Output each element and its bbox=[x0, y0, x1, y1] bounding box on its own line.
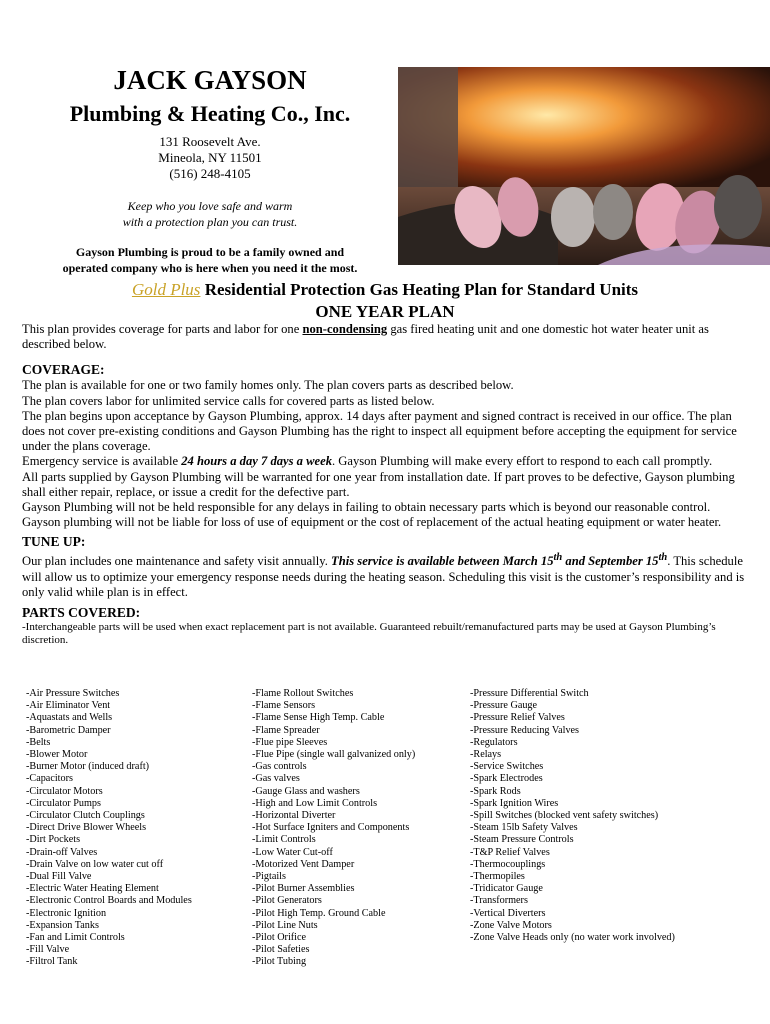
tuneup-text-a: Our plan includes one maintenance and safety visit annually. bbox=[22, 554, 332, 569]
parts-list-item: -Pilot Line Nuts bbox=[252, 919, 318, 931]
tuneup-text-c: . This schedule will allow us to optimize your emergency response needs during the heating season. Scheduling this visit is the customer’s responsibility and is only valid while plan is in effect. bbox=[22, 554, 745, 600]
parts-list-item: -Motorized Vent Damper bbox=[252, 858, 355, 870]
coverage-p2: The plan covers labor for unlimited service calls for covered parts as listed below. bbox=[22, 393, 435, 408]
parts-list-item: -Flame Spreader bbox=[252, 724, 320, 736]
gold-plus-label: Gold Plus bbox=[131, 280, 201, 299]
company-name: JACK GAYSON bbox=[113, 65, 307, 95]
phone-number: (516) 248-4105 bbox=[169, 166, 251, 181]
parts-list-item: -Pilot Safeties bbox=[252, 944, 310, 956]
coverage-p7: Gayson plumbing will not be liable for loss of use of equipment or the cost of replacement of the actual heating equipment or water heater. bbox=[22, 515, 722, 530]
family-line1: Gayson Plumbing is proud to be a family owned and bbox=[75, 245, 345, 259]
parts-list-item: -Gas valves bbox=[252, 773, 300, 785]
coverage-emergency-hours: 24 hours a day 7 days a week bbox=[181, 454, 332, 469]
tuneup-paragraph bbox=[22, 550, 750, 600]
parts-list-item: -Fill Valve bbox=[26, 944, 70, 956]
parts-list-item: -Spark Ignition Wires bbox=[470, 797, 559, 809]
parts-list-item: -Gauge Glass and washers bbox=[252, 785, 360, 797]
parts-list-item: -Dual Fill Valve bbox=[26, 871, 92, 883]
plan-title bbox=[0, 279, 770, 323]
fireplace-socks-image bbox=[398, 67, 770, 265]
parts-list-item: -Hot Surface Igniters and Components bbox=[252, 822, 410, 834]
coverage-p4c: . Gayson Plumbing will make every effort to respond to each call promptly. bbox=[332, 454, 713, 469]
company-subtitle: Plumbing & Heating Co., Inc. bbox=[69, 101, 351, 126]
parts-list-item: -Pigtails bbox=[252, 871, 286, 883]
plan-body bbox=[22, 322, 750, 647]
parts-list-item: -Burner Motor (induced draft) bbox=[26, 761, 150, 773]
parts-list-item: -Vertical Diverters bbox=[470, 907, 546, 919]
parts-list-item: -Pilot Generators bbox=[252, 895, 322, 907]
parts-list-item: -Flame Sensors bbox=[252, 700, 316, 712]
parts-list-item: -Dirt Pockets bbox=[26, 834, 81, 846]
intro-paragraph bbox=[22, 322, 750, 352]
parts-list-item: -Flue Pipe (single wall galvanized only) bbox=[252, 749, 416, 761]
parts-list-item: -Circulator Clutch Couplings bbox=[26, 810, 145, 822]
parts-column-2 bbox=[252, 688, 415, 969]
parts-list-item: -Electric Water Heating Element bbox=[26, 883, 159, 895]
parts-list-item: -Circulator Motors bbox=[26, 785, 103, 797]
parts-list-item: -Transformers bbox=[470, 895, 528, 907]
family-line2: operated company who is here when you need it the most. bbox=[62, 261, 358, 275]
tagline-line1: Keep who you love safe and warm bbox=[127, 199, 293, 213]
coverage-p3: The plan begins upon acceptance by Gayson Plumbing, approx. 14 days after payment and signed contract is received in our office. The plan does not cover pre-existing conditions and Gayson Plumbing has the right to inspect all equipment before accepting the equipment for service under the plans coverage. bbox=[22, 408, 737, 454]
coverage-p4 bbox=[22, 454, 750, 469]
parts-list-item: -Steam 15lb Safety Valves bbox=[470, 822, 578, 834]
parts-list-item: -Zone Valve Heads only (no water work involved) bbox=[470, 932, 675, 944]
parts-column-3 bbox=[470, 688, 675, 944]
parts-list-item: -Thermocouplings bbox=[470, 858, 546, 870]
parts-list-item: -Pilot Burner Assemblies bbox=[252, 883, 355, 895]
parts-list-item: -Electronic Control Boards and Modules bbox=[26, 895, 192, 907]
parts-list-item: -Air Eliminator Vent bbox=[26, 700, 111, 712]
plan-title-text: Residential Protection Gas Heating Plan for Standard Units bbox=[200, 280, 639, 299]
tagline bbox=[20, 198, 400, 230]
parts-list-item: -Spark Electrodes bbox=[470, 773, 543, 785]
address-street: 131 Roosevelt Ave. bbox=[159, 134, 261, 149]
parts-list-item: -Pilot High Temp. Ground Cable bbox=[252, 907, 386, 919]
parts-list-item: -Service Switches bbox=[470, 761, 544, 773]
address-city: Mineola, NY 11501 bbox=[158, 150, 262, 165]
parts-list-item: -Pilot Tubing bbox=[252, 956, 307, 968]
parts-list-item: -Flue pipe Sleeves bbox=[252, 736, 328, 748]
company-header bbox=[20, 64, 400, 276]
parts-list-item: -Filtrol Tank bbox=[26, 956, 78, 968]
parts-list-item: -Drain-off Valves bbox=[26, 846, 98, 858]
parts-list-item: -Zone Valve Motors bbox=[470, 919, 552, 931]
tagline-line2: with a protection plan you can trust. bbox=[122, 215, 298, 229]
parts-list-item: -Drain Valve on low water cut off bbox=[26, 858, 164, 870]
parts-list-item: -Direct Drive Blower Wheels bbox=[26, 822, 147, 834]
parts-list-item: -Expansion Tanks bbox=[26, 919, 99, 931]
address-block bbox=[20, 134, 400, 182]
parts-list-item: -Aquastats and Wells bbox=[26, 712, 113, 724]
tuneup-sup1: th bbox=[553, 552, 563, 564]
parts-list-item: -Belts bbox=[26, 736, 51, 748]
intro-non-condensing: non-condensing bbox=[302, 322, 388, 336]
parts-list-item: -High and Low Limit Controls bbox=[252, 797, 378, 809]
parts-list-item: -Regulators bbox=[470, 736, 518, 748]
tuneup-sup2: th bbox=[658, 552, 668, 564]
parts-list-item: -Pressure Differential Switch bbox=[470, 688, 589, 699]
parts-list-item: -Limit Controls bbox=[252, 834, 316, 846]
intro-text-a: This plan provides coverage for parts and labor for one bbox=[22, 322, 303, 336]
parts-list-item: -Low Water Cut-off bbox=[252, 846, 333, 858]
parts-list-item: -Flame Rollout Switches bbox=[252, 688, 354, 699]
parts-list-item: -Steam Pressure Controls bbox=[470, 834, 574, 846]
parts-list-item: -Circulator Pumps bbox=[26, 797, 101, 809]
parts-list-item: -Air Pressure Switches bbox=[26, 688, 120, 699]
parts-list-item: -Pressure Relief Valves bbox=[470, 712, 565, 724]
tuneup-september: and September 15 bbox=[562, 554, 659, 569]
coverage-p4a: Emergency service is available bbox=[22, 454, 182, 469]
plan-title-line1 bbox=[0, 279, 770, 301]
parts-list-item: -Pressure Gauge bbox=[470, 700, 538, 712]
fireplace-photo bbox=[398, 67, 770, 265]
tuneup-heading: TUNE UP: bbox=[22, 534, 86, 550]
parts-list-item: -Gas controls bbox=[252, 761, 307, 773]
parts-list-item: -Spill Switches (blocked vent safety switches) bbox=[470, 810, 659, 822]
parts-column-1 bbox=[26, 688, 192, 969]
plan-duration: ONE YEAR PLAN bbox=[315, 302, 455, 321]
parts-list-item: -Pressure Reducing Valves bbox=[470, 724, 580, 736]
coverage-p1: The plan is available for one or two family homes only. The plan covers parts as described below. bbox=[22, 378, 514, 393]
parts-list-item: -Blower Motor bbox=[26, 749, 88, 761]
family-statement bbox=[20, 244, 400, 276]
coverage-p6: Gayson Plumbing will not be held responsible for any delays in failing to obtain necessary parts which is beyond our reasonable control. bbox=[22, 500, 711, 515]
parts-list-item: -Pilot Orifice bbox=[252, 932, 307, 944]
parts-list-item: -Capacitors bbox=[26, 773, 73, 785]
parts-list-item: -Barometric Damper bbox=[26, 724, 111, 736]
parts-list-item: -Tridicator Gauge bbox=[470, 883, 543, 895]
parts-heading: PARTS COVERED: bbox=[22, 605, 141, 621]
coverage-heading: COVERAGE: bbox=[22, 362, 105, 378]
parts-list-item: -T&P Relief Valves bbox=[470, 846, 550, 858]
parts-list-item: -Flame Sense High Temp. Cable bbox=[252, 712, 385, 724]
parts-list-item: -Fan and Limit Controls bbox=[26, 932, 125, 944]
parts-list-item: -Thermopiles bbox=[470, 871, 525, 883]
parts-note: -Interchangeable parts will be used when exact replacement part is not available. Guaranteed rebuilt/remanufactured parts may be used at Gayson Plumbing’s discretion. bbox=[22, 621, 716, 647]
parts-list-item: -Spark Rods bbox=[470, 785, 521, 797]
parts-list-item: -Electronic Ignition bbox=[26, 907, 107, 919]
parts-list-item: -Horizontal Diverter bbox=[252, 810, 336, 822]
parts-list-item: -Relays bbox=[470, 749, 502, 761]
coverage-p5: All parts supplied by Gayson Plumbing will be warranted for one year from installation date. If part proves to be defective, Gayson plumbing shall either repair, replace, or issue a credit for the defective part. bbox=[22, 469, 735, 499]
intro-text-b: gas fired heating unit and one domestic hot water heater unit as described below. bbox=[22, 322, 709, 352]
tuneup-march: This service is available between March 15 bbox=[331, 554, 554, 569]
